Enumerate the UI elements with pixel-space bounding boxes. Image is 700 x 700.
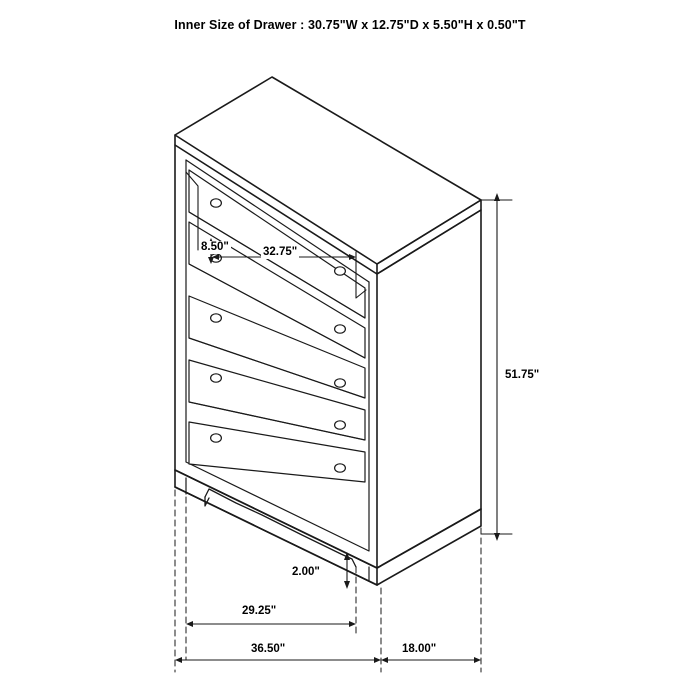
dimension-label-2-00: 2.00" [292, 566, 320, 578]
dimension-29-25 [186, 621, 356, 627]
chest-side-face [377, 210, 481, 568]
dimension-51-75 [481, 193, 512, 541]
chest-base [175, 470, 481, 585]
foot-detail [186, 478, 369, 581]
dimension-36-50 [175, 657, 381, 663]
dimension-label-32-75: 32.75" [263, 246, 298, 258]
dimension-18-00 [381, 657, 481, 663]
dimension-label-51-75: 51.75" [505, 369, 540, 381]
dimension-label-18-00: 18.00" [402, 643, 437, 655]
dimension-label-8-50: 8.50" [201, 241, 229, 253]
toe-kick [205, 489, 356, 567]
page-title: Inner Size of Drawer : 30.75"W x 12.75"D x 5.50"H x 0.50"T [174, 18, 526, 32]
dimension-label-36-50: 36.50" [251, 643, 286, 655]
dimension-label-29-25: 29.25" [242, 605, 277, 617]
